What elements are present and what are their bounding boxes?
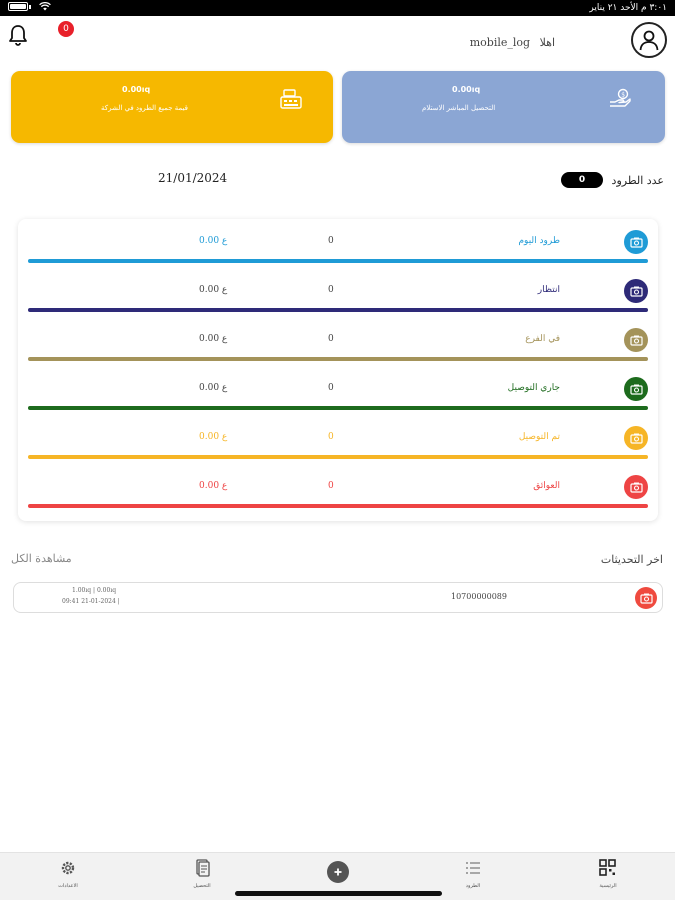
- status-amount: 0.00 ع: [199, 383, 228, 393]
- parcel-count-label: عدد الطرود: [611, 174, 664, 187]
- status-count: 0: [328, 285, 334, 295]
- status-amount: 0.00 ع: [199, 334, 228, 344]
- username: mobile_log: [469, 36, 531, 49]
- status-label: تم التوصيل: [518, 432, 560, 442]
- status-label: انتظار: [537, 285, 560, 295]
- status-bar: [0, 0, 675, 16]
- profile-avatar-button[interactable]: [631, 22, 667, 58]
- status-count: 0: [328, 481, 334, 491]
- gear-icon: [58, 859, 78, 877]
- wifi-icon: [39, 2, 51, 11]
- card-direct-collection[interactable]: [342, 71, 665, 143]
- list-icon: [463, 859, 483, 877]
- parcel-icon: [624, 328, 648, 352]
- update-parcel-code: 10700000089: [451, 592, 507, 601]
- status-row-today[interactable]: [18, 219, 658, 268]
- card-caption: التحصيل المباشر الاستلام: [422, 104, 496, 112]
- document-icon: [192, 859, 212, 877]
- status-amount: 0.00 ع: [199, 236, 228, 246]
- add-icon: [333, 867, 343, 877]
- status-amount: 0.00 ع: [199, 285, 228, 295]
- cash-register-icon: [279, 88, 303, 110]
- status-divider: [28, 504, 648, 508]
- status-divider: [28, 308, 648, 312]
- status-count: 0: [328, 334, 334, 344]
- svg-text:$: $: [621, 91, 626, 99]
- notification-badge: 0: [58, 21, 74, 37]
- status-row-delivered[interactable]: [18, 415, 658, 464]
- nav-label: الاعدادات: [58, 883, 78, 889]
- greeting: [470, 36, 555, 49]
- parcel-icon: [635, 587, 657, 609]
- hand-money-icon: [608, 88, 632, 110]
- status-row-out-for-delivery[interactable]: [18, 366, 658, 415]
- update-list-item[interactable]: [13, 582, 663, 613]
- status-count: 0: [328, 383, 334, 393]
- status-divider: [28, 406, 648, 410]
- nav-parcels[interactable]: [443, 859, 503, 889]
- status-label: طرود اليوم: [518, 236, 560, 246]
- parcel-icon: [624, 230, 648, 254]
- view-all-link[interactable]: مشاهدة الكل: [11, 552, 72, 565]
- card-amount: 0.00ıq: [122, 85, 151, 94]
- user-icon: [637, 28, 661, 52]
- nav-collection[interactable]: [172, 859, 232, 889]
- status-label: العوائق: [533, 481, 560, 491]
- parcel-count-badge: 0: [561, 172, 603, 188]
- status-amount: 0.00 ع: [199, 481, 228, 491]
- status-row-in-branch[interactable]: [18, 317, 658, 366]
- card-caption: قيمة جميع الطرود في الشركة: [101, 104, 189, 112]
- status-label: في الفرع: [525, 334, 560, 344]
- home-indicator: [235, 891, 442, 896]
- update-amount: 1.00ıq | 0.00ıq: [72, 587, 117, 594]
- status-label: جاري التوصيل: [507, 383, 560, 393]
- status-amount: 0.00 ع: [199, 432, 228, 442]
- nav-label: الطرود: [465, 883, 481, 889]
- card-amount: 0.00ıq: [452, 85, 481, 94]
- status-count: 0: [328, 432, 334, 442]
- bell-icon[interactable]: [8, 24, 28, 46]
- parcel-status-list: [18, 219, 658, 521]
- greeting-word: اهلا: [539, 36, 555, 49]
- status-time-date: ٣:٠١ م الأحد ٢١ يناير: [589, 3, 667, 13]
- status-icons: [8, 2, 51, 11]
- parcel-icon: [624, 279, 648, 303]
- parcel-icon: [624, 377, 648, 401]
- nav-home[interactable]: [578, 859, 638, 889]
- qr-grid-icon: [598, 859, 618, 877]
- add-button[interactable]: [327, 861, 349, 883]
- battery-icon: [8, 2, 28, 11]
- parcel-icon: [624, 426, 648, 450]
- nav-label: التحصيل: [193, 883, 211, 889]
- status-divider: [28, 455, 648, 459]
- latest-updates-title: اخر التحديثات: [600, 553, 663, 566]
- status-row-waiting[interactable]: [18, 268, 658, 317]
- card-total-parcels-value[interactable]: [11, 71, 333, 143]
- nav-settings[interactable]: [38, 859, 98, 889]
- status-count: 0: [328, 236, 334, 246]
- current-date: 21/01/2024: [158, 171, 228, 185]
- nav-label: الرئيسية: [599, 883, 617, 889]
- parcel-icon: [624, 475, 648, 499]
- status-divider: [28, 357, 648, 361]
- status-divider: [28, 259, 648, 263]
- status-row-obstacles[interactable]: [18, 464, 658, 513]
- update-date: 09:41 21-01-2024 |: [62, 598, 120, 605]
